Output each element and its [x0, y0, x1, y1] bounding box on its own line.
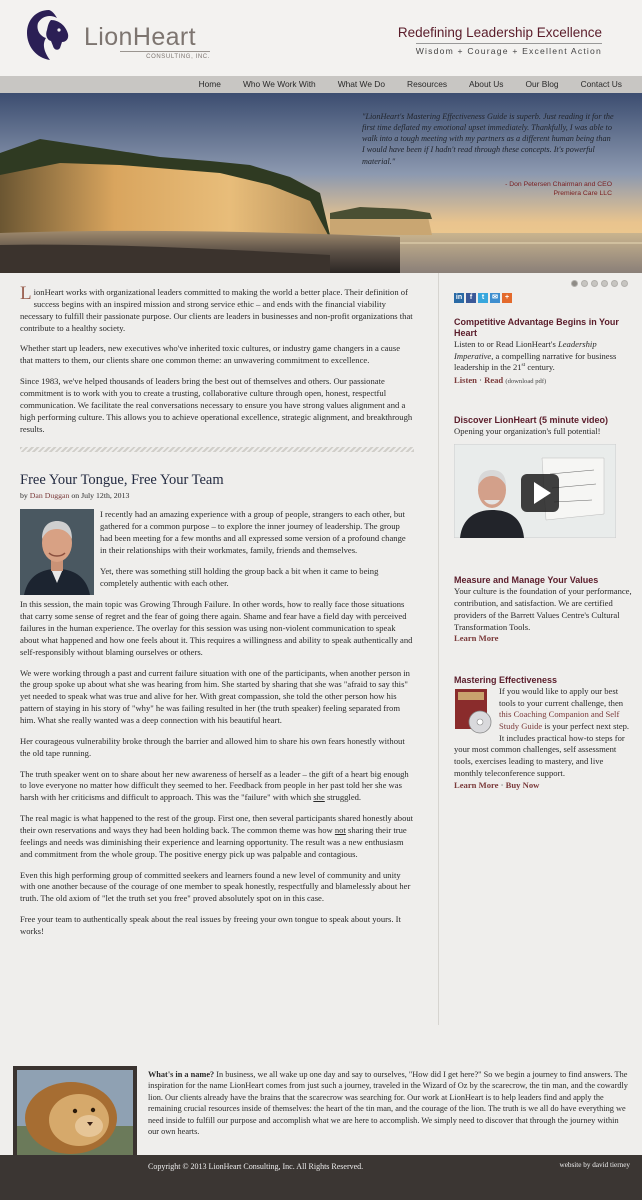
post-paragraph: We were working through a past and current failure situation with one of the participants, when another person in the group spoke up about what she was hearing from him. She started by sharing that she was "afraid to say this" yet needed to speak what was true and alive for her. With great compassion, she told the other person how his pattern of staying in his story of "why" he was failing resulted in her (the truth speaker) feeling separated from him. What she really wanted was a deep connection with his beautiful heart.: [20, 667, 410, 725]
post-date: on July 12th, 2013: [71, 491, 130, 501]
intro-paragraph: Since 1983, we've helped thousands of leaders bring the best out of themselves and others. Our passionate commitment is to work with you to create a trusting, collaborative culture through open, honest, respectful communication. We facilitate the real conversations necessary to ensure you have strong values alignment and a high performing culture. This allows you to achieve operational excellence, strategic alignment, and breakthrough results.: [20, 376, 413, 434]
post-paragraph: [20, 813, 414, 860]
nav-our-blog[interactable]: Our Blog: [525, 78, 559, 89]
attribution-company: Premiera Care LLC: [553, 189, 612, 197]
sidebar-links: [454, 780, 634, 792]
post-paragraph: In this session, the main topic was Growing Through Failure. In other words, how to really face those situations that carry some sense of regret and the fear of going there again. Shame and fear have a field day with perceived failures in the human experience. The overlay for this session was using non-violent communication to speak about what happened and how one feels about it. This requires a willingness and ability to speak authentically and self-responsibly without blaming ourselves or others.: [20, 599, 413, 657]
post-text: The real magic is what happened to the rest of the group. First one, then several participants shared honestly about their own reservations and ways they had been holding back. The common theme was how: [20, 813, 414, 835]
sidebar-emphasis: Leadership Imperative: [454, 338, 597, 361]
sidebar-title[interactable]: Competitive Advantage Begins in Your Heart: [454, 317, 619, 338]
attribution-person: - Don Petersen Chairman and CEO: [505, 181, 612, 188]
post-paragraph: Her courageous vulnerability broke through the barrier and allowed him to share his own fears honestly without the old tape running.: [20, 735, 405, 758]
sidebar-text-part: Listen to or Read LionHeart's: [454, 338, 558, 349]
website-credit-link[interactable]: website by david tierney: [559, 1161, 630, 1169]
copyright: Copyright © 2013 LionHeart Consulting, Inc. All Rights Reserved.: [148, 1162, 364, 1171]
about-body: In business, we all wake up one day and say to ourselves, "How did I get here?" So we begin a journey to find answers. The inspiration for the name LionHeart comes from just such a journey, traveled in the Wizard of Oz by the scarecrow, the tin man, and the cowardly lion. Our clients already have the brains that the scarecrow was searching for. Our work at LionHeart is to help leaders find and apply the remaining crucial resources inside of themselves: the heart of the tin man, and the courage of the lion. The truth is we all do have everything we need inside to fulfill our purpose and accomplish what we are here to accomplish. We simply need to discover that through the journey within our own hearts.: [148, 1070, 628, 1137]
link-separator: ·: [479, 375, 482, 385]
post-paragraph: I recently had an amazing experience with a group of people, strangers to each other, but gathered for a common purpose – to explore the inner journey of leadership. The group had been meeting for a few months and all expressed some version of a profound change in their relationships with their workmates, family, friends and themselves.: [100, 509, 406, 555]
nav-about-us[interactable]: About Us: [469, 78, 504, 89]
sidebar-block-competitive-advantage: [454, 317, 634, 387]
post-paragraph: Free your team to authentically speak about the real issues by freeing your own tongue to speak about yours. It works!: [20, 914, 401, 936]
section-divider: [20, 447, 414, 452]
read-link[interactable]: Read: [484, 375, 504, 385]
about-heading: What's in a name?: [148, 1070, 215, 1079]
lion-photo: [13, 1066, 137, 1158]
sidebar-block-values: [454, 575, 634, 645]
brand-name[interactable]: LionHeart: [84, 23, 196, 51]
testimonial-attribution: [505, 181, 612, 199]
post-byline: [20, 491, 414, 502]
linkedin-icon[interactable]: in: [455, 294, 463, 301]
main-nav: [0, 76, 642, 93]
post-text: The truth speaker went on to share about her new awareness of herself as a leader – the gift of a heart big enough to love everyone no matter how difficult they seemed to her. Feedback from people in her past told her she was harsh with her criticisms and difficult to approach. This was the "failure" with which: [20, 768, 409, 803]
author-link[interactable]: Dan Duggan: [29, 491, 70, 501]
about-text: [148, 1069, 630, 1138]
site-footer: [0, 1155, 642, 1200]
intro-text: ionHeart works with organizational leaders committed to making the world a better place. Their definition of success begins with an inspired mission and strong service ethic – and ends with the financial viability necessary to fulfill their passionate purpose. Our clients are leaders in businesses and non-profit organizations that contribute to a healthy society.: [20, 287, 413, 333]
nav-what-we-do[interactable]: What We Do: [337, 78, 386, 89]
post-text: sharing their true feelings and needs was diminishing their experience and learning opportunity. The result was a new enthusiasm and commitment from the whole group. The positive energy pick up was palpable and contagious.: [20, 824, 407, 859]
emphasis-underline: she: [313, 792, 325, 803]
sidebar-links: [454, 375, 634, 387]
sidebar-text: Opening your organization's full potential!: [454, 425, 601, 436]
author-photo: [20, 509, 94, 595]
post-paragraph: Yet, there was something still holding the group back a bit when it came to being completely authentic with each other.: [100, 565, 379, 588]
learn-more-link[interactable]: Learn More: [454, 779, 499, 790]
byline-prefix: by: [20, 491, 28, 501]
post-title[interactable]: Free Your Tongue, Free Your Team: [20, 472, 224, 489]
site-header: [0, 0, 642, 76]
sidebar-text: [454, 339, 634, 374]
more-share-icon[interactable]: +: [502, 293, 512, 303]
coaching-guide-link[interactable]: this Coaching Companion and Self Study Guide: [499, 709, 620, 732]
sidebar-title[interactable]: Discover LionHeart (5 minute video): [454, 414, 609, 425]
post-paragraph: Even this high performing group of committed seekers and learners found a new level of community and unity with one another because of the courage of one member to speak honestly, respectfully and blamelessly about her truth. The old axiom of "let the truth set you free" proved absolutely spot on in this case.: [20, 869, 411, 904]
listen-link[interactable]: Listen: [454, 375, 477, 385]
buy-now-link[interactable]: Buy Now: [505, 779, 540, 790]
sidebar: [438, 273, 634, 1025]
learn-more-link[interactable]: Learn More: [454, 633, 499, 644]
brand-subname: CONSULTING, INC.: [120, 51, 210, 61]
download-note: (download pdf): [505, 378, 547, 385]
hero-banner: [0, 93, 642, 273]
video-player[interactable]: [454, 444, 616, 538]
sidebar-text-part: , a compelling narrative for business leadership in the 21: [454, 350, 617, 373]
sidebar-title[interactable]: Mastering Effectiveness: [454, 675, 558, 686]
sidebar-text: Your culture is the foundation of your performance, contribution, and satisfaction. We are certified providers of the Barrett Values Centre's Cultural Transformation Tools.: [454, 586, 632, 632]
main-column: [20, 283, 414, 947]
facebook-icon[interactable]: f: [466, 293, 476, 303]
about-section: [0, 1063, 642, 1155]
intro-paragraph: [20, 283, 414, 334]
nav-who-we-work-with[interactable]: Who We Work With: [242, 78, 316, 89]
email-icon[interactable]: ✉: [490, 293, 500, 303]
sidebar-text-part: If you would like to apply our best tools to your current challenge, then: [499, 686, 624, 708]
nav-home[interactable]: Home: [198, 78, 221, 89]
tagline: Redefining Leadership Excellence: [397, 25, 602, 40]
emphasis-underline: not: [334, 824, 346, 835]
post-paragraph: [20, 769, 414, 805]
sidebar-title[interactable]: Measure and Manage Your Values: [454, 575, 599, 586]
sidebar-text-part: century.: [525, 362, 555, 373]
post-text: struggled.: [324, 792, 362, 803]
sidebar-text-part: is your perfect next step. It includes practical how-to steps for your most common challenges, self assessment tools, exercises leading to mastery, and live monthly teleconference support.: [454, 721, 630, 778]
nav-resources[interactable]: Resources: [407, 78, 448, 89]
guide-book-image[interactable]: [454, 688, 494, 734]
link-separator: ·: [500, 779, 504, 790]
sidebar-block-mastering: [454, 675, 634, 791]
intro-paragraph: Whether start up leaders, new executives who've inherited toxic cultures, or industry game changers in a cause that matters to them, our clients share one common theme: an unwavering commitment to excellence.: [20, 343, 401, 366]
share-icons: [454, 293, 634, 303]
lion-logo-icon[interactable]: [24, 8, 74, 62]
subtagline: Wisdom + Courage + Excellent Action: [416, 43, 602, 58]
content-area: [0, 273, 642, 1023]
drop-cap: L: [20, 283, 32, 304]
nav-contact-us[interactable]: Contact Us: [580, 78, 622, 89]
sidebar-block-video: [454, 415, 634, 542]
testimonial-quote: "LionHeart's Mastering Effectiveness Guide is superb. Just reading it for the first time deflated my emotional upset immediately. Thankfully, I was able to walk into a tough meeting with my partners as a different human being than I would have been if I hadn't read through these concepts. It's powerful material.": [362, 112, 614, 166]
ordinal-suffix: st: [521, 362, 526, 369]
twitter-icon[interactable]: t: [478, 293, 488, 303]
